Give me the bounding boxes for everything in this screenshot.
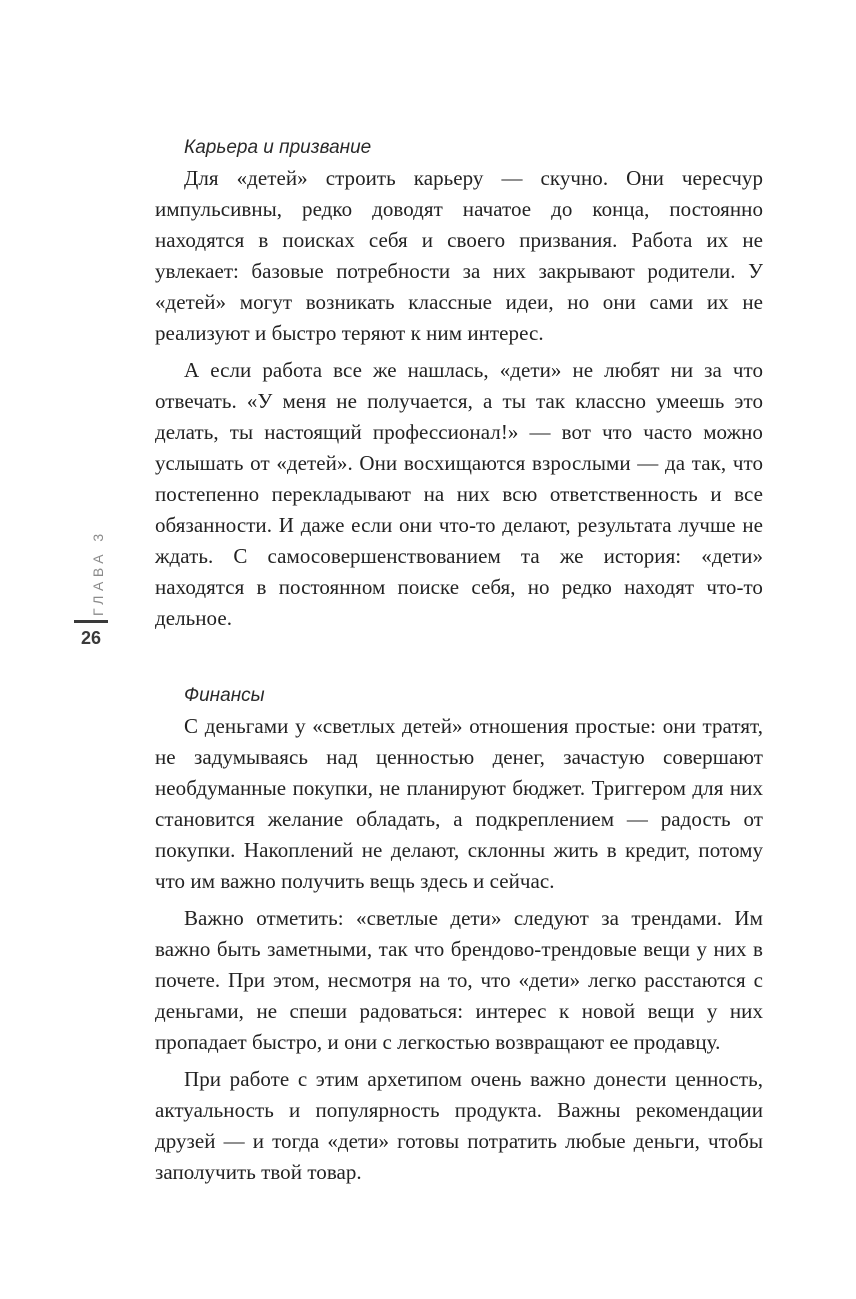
paragraph: С деньгами у «светлых детей» отношения простые: они тратят, не задумываясь над ценностью денег, зачастую совершают необдуманные покупки, не планируют бюджет. Триггером для них становится желание обладать, а подкреплением — радость от покупки. Накоплений не делают, склонны жить в кредит, потому что им важно получить вещь здесь и сейчас. [155,714,763,893]
page-content [155,132,763,1194]
page-number: 26 [80,628,102,648]
section-title-career: Карьера и призвание [184,137,372,158]
chapter-label: ГЛАВА 3 [90,529,106,616]
paragraph: Важно отметить: «светлые дети» следуют за трендами. Им важно быть заметными, так что брендово-трендовые вещи у них в почете. При этом, несмотря на то, что «дети» легко расстаются с деньгами, не спеши радоваться: интерес к новой вещи у них пропадает быстро, и они с легкостью возвращают ее продавцу. [155,906,763,1054]
paragraph: Для «детей» строить карьеру — скучно. Они чересчур импульсивны, редко доводят начатое до конца, постоянно находятся в поисках себя и своего призвания. Работа их не увлекает: базовые потребности за них закрывают родители. У «детей» могут возникать классные идеи, но они сами их не реализуют и быстро теряют к ним интерес. [155,166,763,345]
chapter-marker [78,529,106,620]
section-spacer [155,640,763,680]
paragraph: А если работа все же нашлась, «дети» не любят ни за что отвечать. «У меня не получается, а ты так классно умеешь это делать, ты настоящий профессионал!» — вот что часто можно услышать от «детей». Они восхищаются взрослыми — да так, что постепенно перекладывают на них всю ответственность и все обязанности. И даже если они что-то делают, результата лучше не ждать. С самосовершенствованием та же история: «дети» находятся в постоянном поиске себя, но редко находят что-то дельное. [155,358,763,630]
section-title-finance: Финансы [184,685,265,706]
chapter-divider [74,620,108,623]
paragraph: При работе с этим архетипом очень важно донести ценность, актуальность и популярность продукта. Важны рекомендации друзей — и тогда «дети» готовы потратить любые деньги, чтобы заполучить твой товар. [155,1067,763,1184]
